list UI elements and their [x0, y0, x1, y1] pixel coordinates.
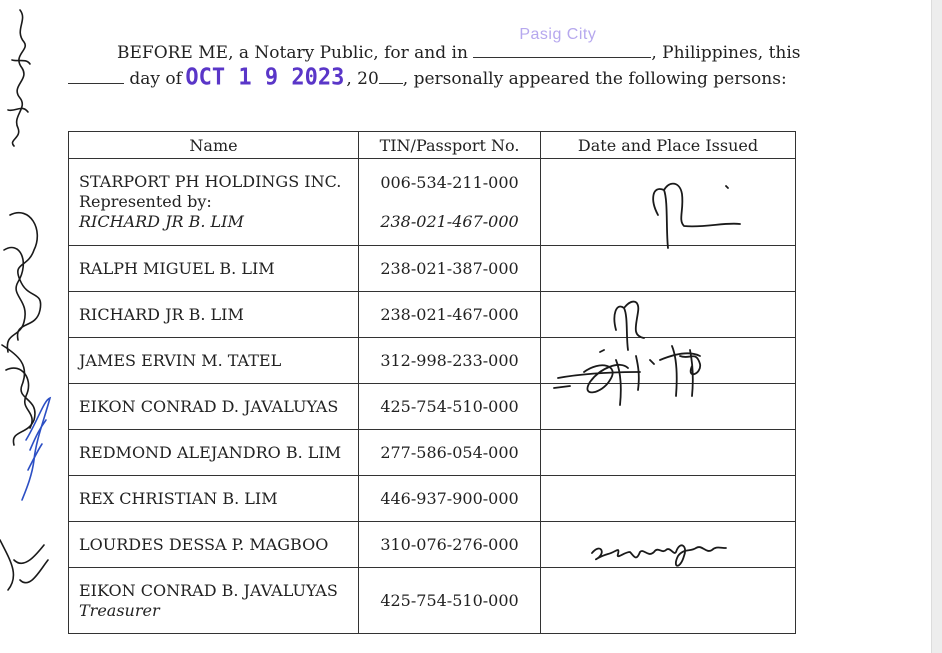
date-place-cell	[541, 568, 796, 634]
date-stamp: OCT 1 9 2023	[185, 64, 345, 91]
table-row	[69, 159, 796, 246]
name-cell: REDMOND ALEJANDRO B. LIM	[69, 430, 359, 476]
treasurer-name: EIKON CONRAD B. JAVALUYAS	[79, 580, 338, 600]
before-me-text: BEFORE ME, a Notary Public, for and in	[117, 43, 468, 63]
tin-cell	[359, 159, 541, 246]
place-blank	[473, 26, 651, 58]
persons-table	[68, 131, 796, 634]
date-place-cell	[541, 292, 796, 338]
day-of-text: day of	[129, 69, 182, 89]
date-place-cell	[541, 430, 796, 476]
name-cell: EIKON CONRAD D. JAVALUYAS	[69, 384, 359, 430]
intro-line-1	[117, 26, 801, 63]
tin-cell: 312-998-233-000	[359, 338, 541, 384]
table-row	[69, 430, 796, 476]
header-date-place: Date and Place Issued	[541, 132, 796, 159]
personally-text: , personally appeared the following persons:	[402, 69, 787, 89]
table-row	[69, 476, 796, 522]
name-cell: LOURDES DESSA P. MAGBOO	[69, 522, 359, 568]
tin-cell: 446-937-900-000	[359, 476, 541, 522]
header-name: Name	[69, 132, 359, 159]
company-name: STARPORT PH HOLDINGS INC.	[79, 172, 342, 191]
date-place-cell	[541, 246, 796, 292]
representative-tin: 238-021-467-000	[380, 212, 519, 231]
year-prefix-text: , 20	[346, 69, 379, 89]
year-blank	[379, 68, 403, 84]
margin-signatures	[0, 0, 60, 653]
name-cell: JAMES ERVIN M. TATEL	[69, 338, 359, 384]
name-cell: REX CHRISTIAN B. LIM	[69, 476, 359, 522]
place-stamp: Pasig City	[519, 26, 597, 43]
tin-cell: 277-586-054-000	[359, 430, 541, 476]
tin-cell: 238-021-387-000	[359, 246, 541, 292]
header-tin: TIN/Passport No.	[359, 132, 541, 159]
date-place-cell	[541, 384, 796, 430]
name-cell	[69, 159, 359, 246]
date-place-cell	[541, 476, 796, 522]
table-row	[69, 246, 796, 292]
tin-cell: 425-754-510-000	[359, 568, 541, 634]
table-header-row	[69, 132, 796, 159]
date-place-cell	[541, 159, 796, 246]
represented-by-label: Represented by:	[79, 192, 212, 211]
tin-cell: 425-754-510-000	[359, 384, 541, 430]
table-row	[69, 568, 796, 634]
table-row	[69, 338, 796, 384]
day-blank	[68, 68, 124, 84]
name-cell: RALPH MIGUEL B. LIM	[69, 246, 359, 292]
representative-name: RICHARD JR B. LIM	[79, 212, 244, 231]
table-row	[69, 384, 796, 430]
philippines-text: , Philippines, this	[651, 43, 801, 63]
treasurer-title: Treasurer	[79, 600, 160, 620]
tin-cell: 238-021-467-000	[359, 292, 541, 338]
date-place-cell	[541, 338, 796, 384]
intro-line-2	[68, 65, 787, 90]
date-place-cell	[541, 522, 796, 568]
table-row	[69, 522, 796, 568]
tin-cell: 310-076-276-000	[359, 522, 541, 568]
company-tin: 006-534-211-000	[380, 173, 519, 192]
vertical-scrollbar[interactable]	[931, 0, 942, 653]
table-row	[69, 292, 796, 338]
name-cell	[69, 568, 359, 634]
name-cell: RICHARD JR B. LIM	[69, 292, 359, 338]
